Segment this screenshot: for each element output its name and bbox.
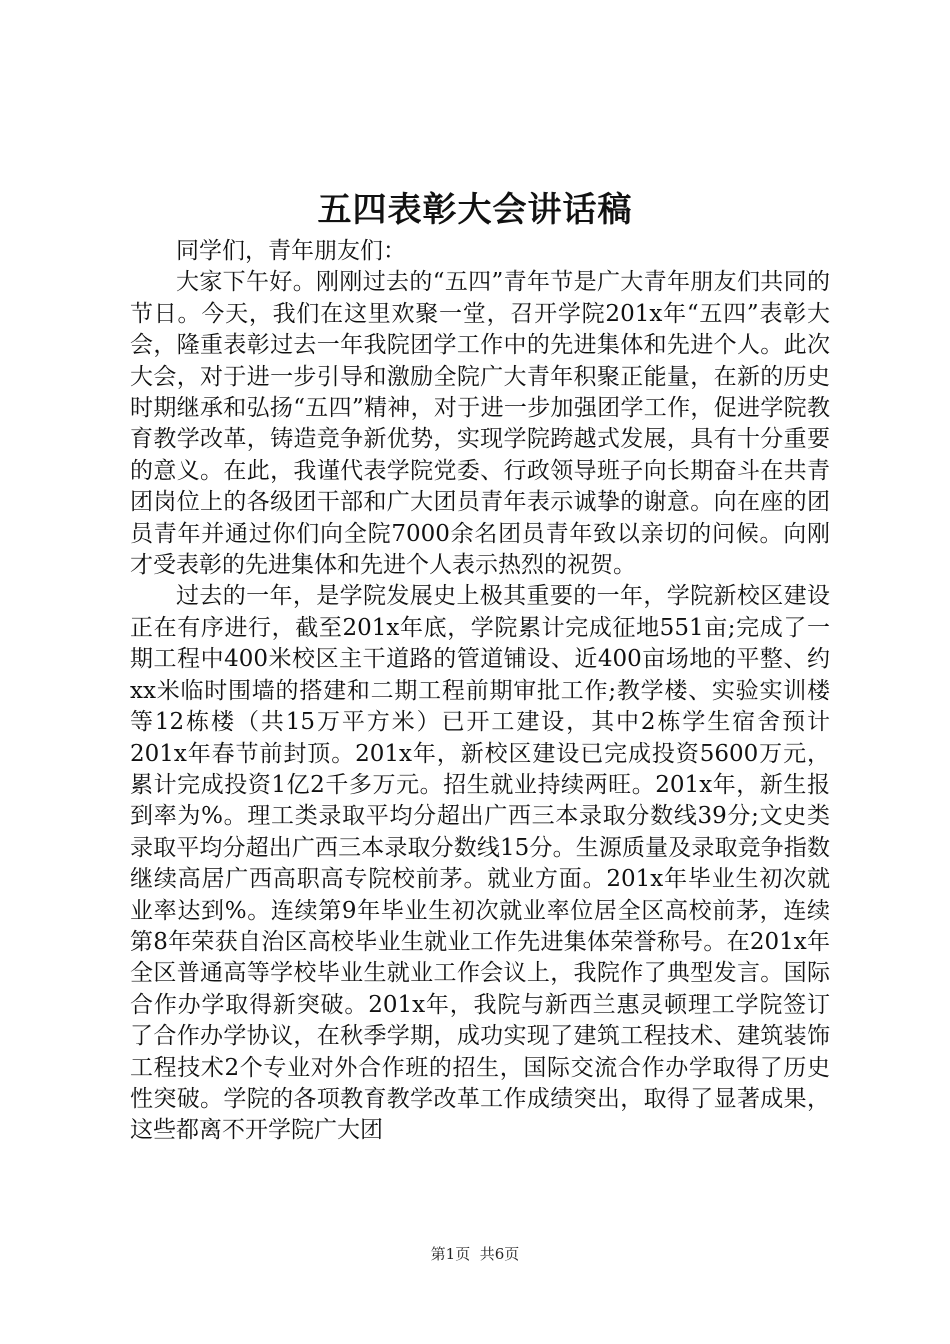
page-footer	[0, 1244, 950, 1264]
footer-separator	[470, 1245, 480, 1263]
body-paragraph-review: 过去的一年，是学院发展史上极其重要的一年，学院新校区建设正在有序进行，截至201x年底，学院累计完成征地551亩;完成了一期工程中400米校区主干道路的管道铺设、近400亩场地的平整、约xx米临时围墙的搭建和二期工程前期审批工作;教学楼、实验实训楼等12栋楼（共15万平方米）已开工建设，其中2栋学生宿舍预计201x年春节前封顶。201x年，新校区建设已完成投资5600万元，累计完成投资1亿2千多万元。招生就业持续两旺。201x年，新生报到率为%。理工类录取平均分超出广西三本录取分数线39分;文史类录取平均分超出广西三本录取分数线15分。生源质量及录取竞争指数继续高居广西高职高专院校前茅。就业方面。201x年毕业生初次就业率达到%。连续第9年毕业生初次就业率位居全区高校前茅，连续第8年荣获自治区高校毕业生就业工作先进集体荣誉称号。在201x年全区普通高等学校毕业生就业工作会议上，我院作了典型发言。国际合作办学取得新突破。201x年，我院与新西兰惠灵顿理工学院签订了合作办学协议，在秋季学期，成功实现了建筑工程技术、建筑装饰工程技术2个专业对外合作班的招生，国际交流合作办学取得了历史性突破。学院的各项教育教学改革工作成绩突出，取得了显著成果，这些都离不开学院广大团	[130, 583, 830, 1144]
page-total: 共6页	[479, 1245, 520, 1263]
document-body	[130, 236, 830, 1147]
body-paragraph-greeting: 大家下午好。刚刚过去的“五四”青年节是广大青年朋友们共同的节日。今天，我们在这里欢聚一堂，召开学院201x年“五四”表彰大会，隆重表彰过去一年我院团学工作中的先进集体和先进个人。此次大会，对于进一步引导和激励全院广大青年积聚正能量，在新的历史时期继承和弘扬“五四”精神，对于进一步加强团学工作，促进学院教育教学改革，铸造竞争新优势，实现学院跨越式发展，具有十分重要的意义。在此，我谨代表学院党委、行政领导班子向长期奋斗在共青团岗位上的各级团干部和广大团员青年表示诚挚的谢意。向在座的团员青年并通过你们向全院7000余名团员青年致以亲切的问候。向刚才受表彰的先进集体和先进个人表示热烈的祝贺。	[130, 269, 830, 579]
page-number: 第1页	[430, 1245, 471, 1263]
document-title: 五四表彰大会讲话稿	[317, 190, 633, 230]
salutation-paragraph: 同学们，青年朋友们：	[176, 238, 406, 264]
